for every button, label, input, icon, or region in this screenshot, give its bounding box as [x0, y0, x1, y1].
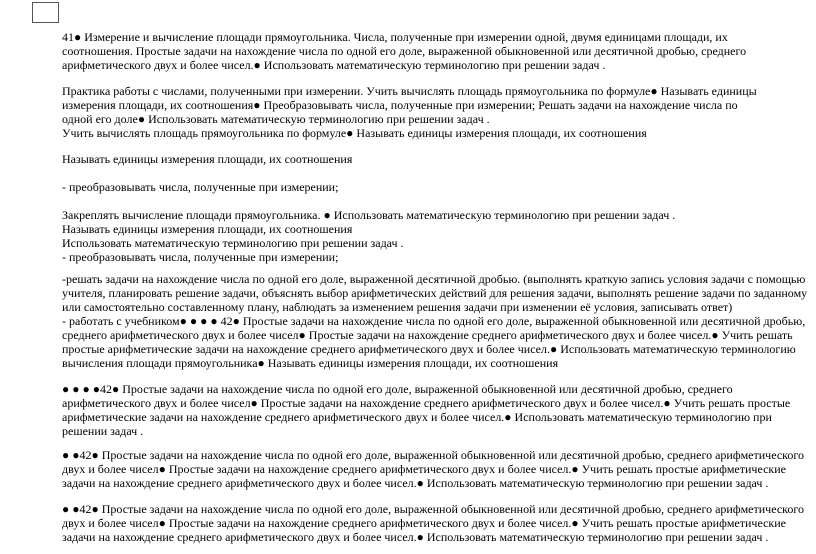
text-line: задачи на нахождение среднего арифметического двух и более чисел.● Использовать математическую терминологию при решении задач . — [62, 476, 769, 490]
text-line: Использовать математическую терминологию при решении задач . — [62, 236, 404, 250]
text-line: 41● Измерение и вычисление площади прямоугольника. Числа, полученные при измерении одной, двумя единицами площади, их — [62, 30, 728, 44]
text-line: арифметического двух и более чисел.● Использовать математическую терминологию при решении задач . — [62, 58, 606, 72]
text-line: двух и более чисел● Простые задачи на нахождение среднего арифметического двух и более чисел.● Учить решать простые арифметические — [62, 462, 786, 476]
text-line: задачи на нахождение среднего арифметического двух и более чисел.● Использовать математическую терминологию при решении задач . — [62, 530, 769, 544]
text-line: Учить вычислять площадь прямоугольника по формуле● Называть единицы измерения площади, их соотношения — [62, 126, 647, 140]
text-line: ● ●42● Простые задачи на нахождение числа по одной его доле, выраженной обыкновенной или десятичной дробью, среднего арифметического — [62, 502, 805, 516]
text-line: соотношения. Простые задачи на нахождение числа по одной его доле, выраженной обыкновенной или десятичной дробью, среднего — [62, 44, 747, 58]
text-line: Закреплять вычисление площади прямоугольника. ● Использовать математическую терминологию при решении задач . — [62, 208, 676, 222]
text-line: простые арифметические задачи на нахождение среднего арифметического двух и более чисел.● Использовать математическую терминологию — [62, 342, 796, 356]
text-line: среднего арифметического двух и более чисел● Простые задачи на нахождение среднего арифметического двух и более чисел.● Учить решать — [62, 328, 793, 342]
text-line: одной его доле● Использовать математическую терминологию при решении задач . — [62, 112, 490, 126]
text-line: решении задач . — [62, 424, 144, 438]
text-line: или самостоятельно составленному плану, наблюдать за изменением решения задачи при изменении её условия, записывать ответ) — [62, 300, 733, 314]
text-line: - преобразовывать числа, полученные при измерении; — [62, 250, 339, 264]
text-line: измерения площади, их соотношения● Преобразовывать числа, полученные при измерении; Решать задачи на нахождение числа по — [62, 98, 738, 112]
text-line: Практика работы с числами, полученными при измерении. Учить вычислять площадь прямоугольника по формуле● Называть единицы — [62, 84, 757, 98]
text-line: арифметические задачи на нахождение среднего арифметического двух и более чисел.● Использовать математическую терминологию при — [62, 410, 772, 424]
checkbox[interactable] — [32, 2, 59, 23]
text-line: ● ●42● Простые задачи на нахождение числа по одной его доле, выраженной обыкновенной или десятичной дробью, среднего арифметического — [62, 448, 805, 462]
text-line: ● ● ● ●42● Простые задачи на нахождение числа по одной его доле, выраженной обыкновенной или десятичной дробью, среднего — [62, 382, 733, 396]
text-line: - работать с учебником● ● ● ● 42● Простые задачи на нахождение числа по одной его доле, выраженной обыкновенной или десятичной дробью, — [62, 314, 806, 328]
text-line: Называть единицы измерения площади, их соотношения — [62, 152, 353, 166]
text-line: арифметического двух и более чисел● Простые задачи на нахождение среднего арифметического двух и более чисел.● Учить решать простые — [62, 396, 791, 410]
text-line: - преобразовывать числа, полученные при измерении; — [62, 180, 339, 194]
text-line: вычисления площади прямоугольника● Называть единицы измерения площади, их соотношения — [62, 356, 559, 370]
text-line: Называть единицы измерения площади, их соотношения — [62, 222, 353, 236]
text-line: -решать задачи на нахождение числа по одной его доле, выраженной десятичной дробью. (выполнять краткую запись условия задачи с помощью — [62, 272, 806, 286]
text-line: двух и более чисел● Простые задачи на нахождение среднего арифметического двух и более чисел.● Учить решать простые арифметические — [62, 516, 786, 530]
text-line: учителя, планировать решение задачи, объяснять выбор арифметических действий для решения задачи, выполнять решение задачи по заданному — [62, 286, 808, 300]
